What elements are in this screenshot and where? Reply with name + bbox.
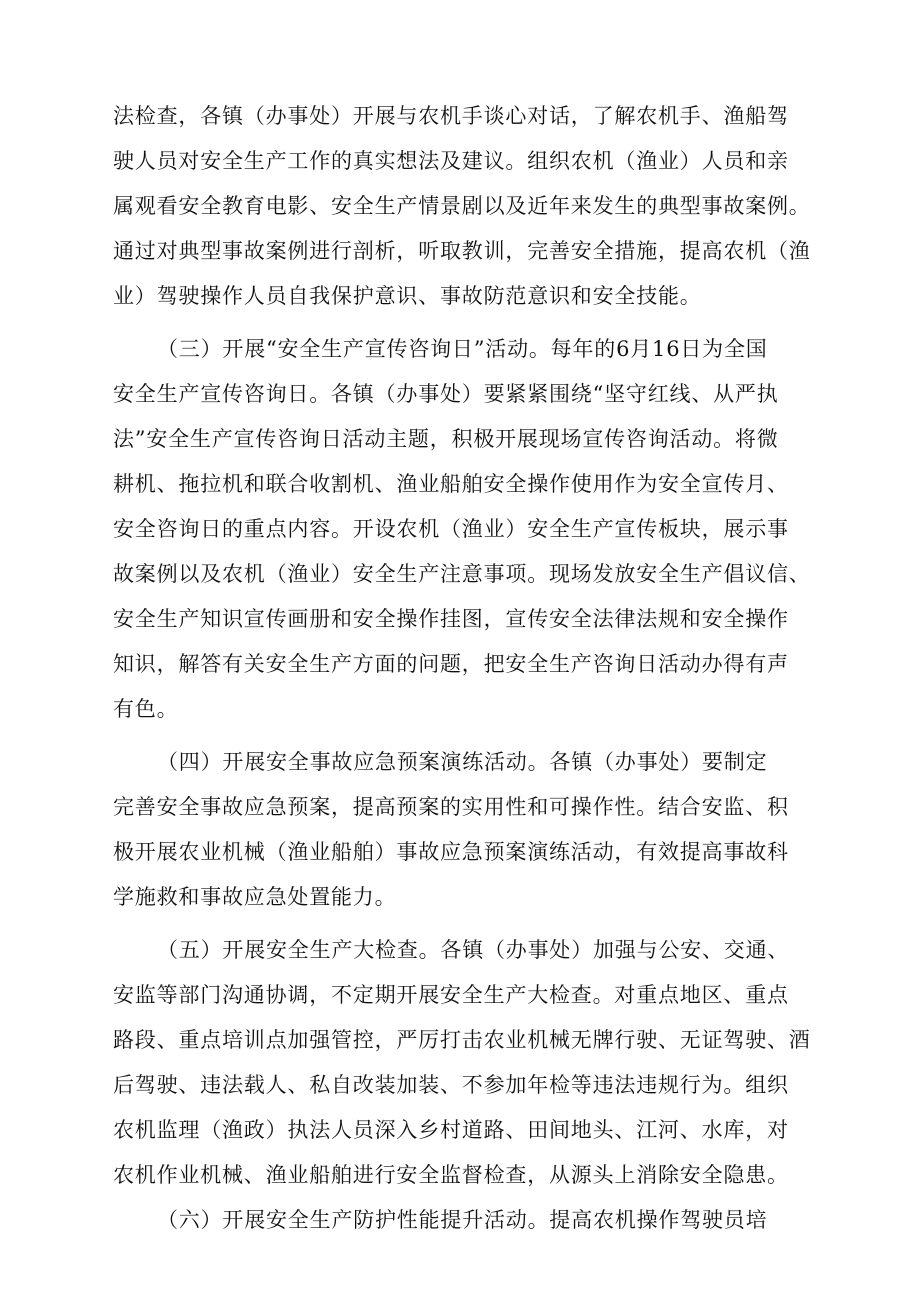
section-heading-6: （六）开展安全生产防护性能提升活动。提高农机操作驾驶员培 [157,1208,768,1232]
body-text-line: 完善安全事故应急预案，提高预案的实用性和可操作性。结合安监、积 [113,795,789,819]
body-text-line: 极开展农业机械（渔业船舶）事故应急预案演练活动，有效提高事故科 [113,840,789,864]
body-text-line: 知识，解答有关安全生产方面的问题，把安全生产咨询日活动办得有声 [113,652,789,676]
body-text-line: 学施救和事故应急处置能力。 [113,885,397,909]
section-heading-5: （五）开展安全生产大检查。各镇（办事处）加强与公安、交通、 [157,938,790,962]
body-text-line: 法检查，各镇（办事处）开展与农机手谈心对话，了解农机手、渔船驾 [113,104,789,128]
body-text-line: 业）驾驶操作人员自我保护意识、事故防范意识和安全技能。 [113,284,702,308]
body-text-line: 属观看安全教育电影、安全生产情景剧以及近年来发生的典型事故案例。 [113,194,811,218]
body-text-line: 驶人员对安全生产工作的真实想法及建议。组织农机（渔业）人员和亲 [113,149,789,173]
body-text-line: 安全生产知识宣传画册和安全操作挂图，宣传安全法律法规和安全操作 [113,607,789,631]
body-text-line: 农机监理（渔政）执法人员深入乡村道路、田间地头、江河、水库，对 [113,1118,789,1142]
body-text-line: 安全生产宣传咨询日。各镇（办事处）要紧紧围绕“坚守红线、从严执 [113,382,779,406]
body-text-line: 路段、重点培训点加强管控，严厉打击农业机械无牌行驶、无证驾驶、酒 [113,1028,811,1052]
body-text-line: 后驾驶、违法载人、私自改装加装、不参加年检等违法违规行为。组织 [113,1073,789,1097]
body-text-line: 安监等部门沟通协调，不定期开展安全生产大检查。对重点地区、重点 [113,983,789,1007]
section-heading-4: （四）开展安全事故应急预案演练活动。各镇（办事处）要制定 [157,750,768,774]
body-text-line: 安全咨询日的重点内容。开设农机（渔业）安全生产宣传板块，展示事 [113,517,789,541]
body-text-line: 故案例以及农机（渔业）安全生产注意事项。现场发放安全生产倡议信、 [113,562,811,586]
body-text-line: 通过对典型事故案例进行剖析，听取教训，完善安全措施，提高农机（渔 [113,239,811,263]
body-text-line: 有色。 [113,697,179,721]
section-heading-3: （三）开展“安全生产宣传咨询日”活动。每年的6月16日为全国 [157,337,768,361]
body-text-line: 耕机、拖拉机和联合收割机、渔业船舶安全操作使用作为安全宣传月、 [113,472,789,496]
body-text-line: 法”安全生产宣传咨询日活动主题，积极开展现场宣传咨询活动。将微 [113,427,779,451]
body-text-line: 农机作业机械、渔业船舶进行安全监督检查，从源头上消除安全隐患。 [113,1163,789,1187]
